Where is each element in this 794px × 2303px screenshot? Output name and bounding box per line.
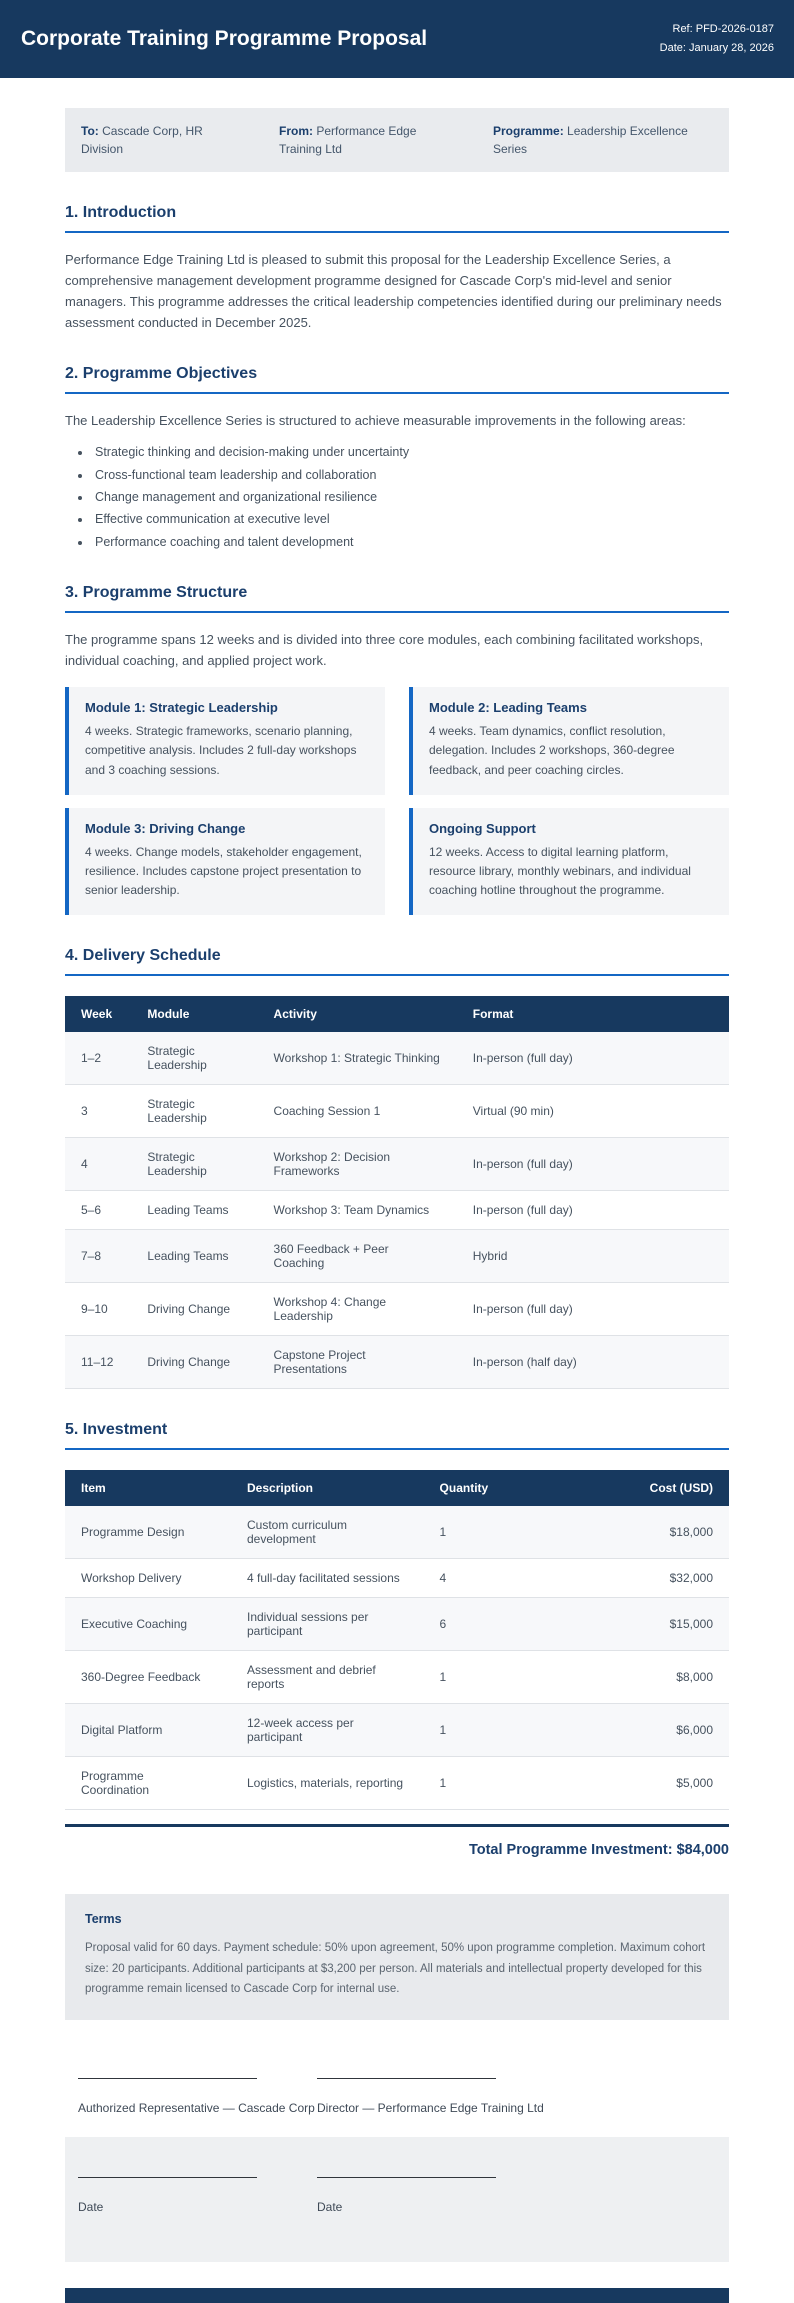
- column-header: Description: [231, 1470, 424, 1506]
- table-row: [65, 1085, 729, 1138]
- to-value: Cascade Corp, HR Division: [81, 124, 203, 156]
- module-description: 12 weeks. Access to digital learning platform, resource library, monthly webinars, and individual coaching hotline throughout the programme.: [429, 844, 691, 898]
- meta-to: [81, 122, 241, 158]
- module-cell: Strategic Leadership: [131, 1032, 257, 1085]
- quantity-cell: 4: [424, 1559, 563, 1598]
- activity-cell: Coaching Session 1: [258, 1085, 457, 1138]
- cost-cell: $32,000: [563, 1559, 729, 1598]
- table-row: [65, 1598, 729, 1651]
- modules-grid: [65, 687, 729, 915]
- objective-item: • Strategic thinking and decision-making under uncertainty: [92, 443, 729, 462]
- terms-box: [65, 1894, 729, 2019]
- programme-label: Programme:: [493, 124, 564, 138]
- cost-cell: $5,000: [563, 1757, 729, 1810]
- schedule-table-head: [65, 996, 729, 1032]
- signature-label: Authorized Representative — Cascade Corp: [78, 2100, 315, 2115]
- description-cell: Logistics, materials, reporting: [231, 1757, 424, 1810]
- module-card: [409, 687, 729, 795]
- module-card: [409, 808, 729, 916]
- section-heading-introduction: 1. Introduction: [65, 204, 729, 233]
- section-heading-investment: 5. Investment: [65, 1421, 729, 1450]
- activity-cell: Workshop 1: Strategic Thinking: [258, 1032, 457, 1085]
- date-line: [78, 2177, 257, 2178]
- description-cell: Individual sessions per participant: [231, 1598, 424, 1651]
- signature-label: Director — Performance Edge Training Ltd: [317, 2100, 544, 2115]
- cost-cell: $18,000: [563, 1506, 729, 1559]
- module-cell: Leading Teams: [131, 1230, 257, 1283]
- column-header: Item: [65, 1470, 231, 1506]
- module-cell: Strategic Leadership: [131, 1085, 257, 1138]
- column-header: Activity: [258, 996, 457, 1032]
- quantity-cell: 1: [424, 1704, 563, 1757]
- table-row: [65, 1704, 729, 1757]
- module-description: 4 weeks. Strategic frameworks, scenario planning, competitive analysis. Includes 2 full-day workshops and 3 coaching sessions.: [85, 724, 357, 777]
- item-cell: Digital Platform: [65, 1704, 231, 1757]
- activity-cell: Workshop 3: Team Dynamics: [258, 1191, 457, 1230]
- section-introduction: [65, 204, 729, 333]
- format-cell: In-person (half day): [457, 1336, 729, 1389]
- objective-item: • Cross-functional team leadership and collaboration: [92, 466, 729, 485]
- module-cell: Driving Change: [131, 1336, 257, 1389]
- week-cell: 3: [65, 1085, 131, 1138]
- section-structure: [65, 584, 729, 915]
- description-cell: 4 full-day facilitated sessions: [231, 1559, 424, 1598]
- quantity-cell: 1: [424, 1506, 563, 1559]
- column-header: Week: [65, 996, 131, 1032]
- signature-line: [78, 2078, 257, 2079]
- module-cell: Strategic Leadership: [131, 1138, 257, 1191]
- page-title: Corporate Training Programme Proposal: [21, 27, 428, 50]
- column-header: Module: [131, 996, 257, 1032]
- week-cell: 4: [65, 1138, 131, 1191]
- introduction-paragraph: Performance Edge Training Ltd is pleased to submit this proposal for the Leadership Excellence Series, a comprehensive management development programme designed for Cascade Corp's mid-level and senior managers. This programme addresses the critical leadership competencies identified during our preliminary needs assessment conducted in December 2025.: [65, 252, 722, 331]
- meta-from: [279, 122, 455, 158]
- item-cell: Programme Design: [65, 1506, 231, 1559]
- objectives-list: [65, 443, 729, 552]
- week-cell: 5–6: [65, 1191, 131, 1230]
- module-description: 4 weeks. Change models, stakeholder engagement, resilience. Includes capstone project presentation to senior leadership.: [85, 844, 362, 898]
- module-title: Module 2: Leading Teams: [429, 700, 587, 716]
- date-column: [317, 2177, 556, 2214]
- format-cell: In-person (full day): [457, 1032, 729, 1085]
- document-date: Date: January 28, 2026: [659, 42, 774, 54]
- section-heading-objectives: 2. Programme Objectives: [65, 365, 729, 394]
- module-cell: Driving Change: [131, 1283, 257, 1336]
- date-line: [317, 2177, 496, 2178]
- date-block: [65, 2137, 729, 2262]
- table-row: [65, 1032, 729, 1085]
- cost-cell: $6,000: [563, 1704, 729, 1757]
- objective-item: • Performance coaching and talent development: [92, 533, 729, 552]
- structure-intro: The programme spans 12 weeks and is divided into three core modules, each combining facilitated workshops, individual coaching, and applied project work.: [65, 632, 704, 669]
- table-row: [65, 1138, 729, 1191]
- signature-line: [317, 2078, 496, 2079]
- cost-cell: $15,000: [563, 1598, 729, 1651]
- from-label: From:: [279, 124, 313, 138]
- terms-heading: Terms: [85, 1912, 122, 1927]
- module-description: 4 weeks. Team dynamics, conflict resolution, delegation. Includes 2 workshops, 360-degree feedback, and peer coaching circles.: [429, 724, 675, 777]
- activity-cell: Workshop 2: Decision Frameworks: [258, 1138, 457, 1191]
- investment-table-body: [65, 1506, 729, 1810]
- table-row: [65, 1506, 729, 1559]
- programme-value: Leadership Excellence Series: [493, 124, 688, 156]
- quantity-cell: 1: [424, 1651, 563, 1704]
- table-row: [65, 1336, 729, 1389]
- to-label: To:: [81, 124, 99, 138]
- table-row: [65, 1191, 729, 1230]
- investment-table: [65, 1470, 729, 1810]
- module-cell: Leading Teams: [131, 1191, 257, 1230]
- week-cell: 11–12: [65, 1336, 131, 1389]
- date-label: Date: [78, 2199, 104, 2214]
- week-cell: 7–8: [65, 1230, 131, 1283]
- format-cell: Hybrid: [457, 1230, 729, 1283]
- activity-cell: Workshop 4: Change Leadership: [258, 1283, 457, 1336]
- column-header: Cost (USD): [563, 1470, 729, 1506]
- reference-number: Ref: PFD-2026-0187: [672, 22, 774, 35]
- section-investment: [65, 1421, 729, 1858]
- activity-cell: Capstone Project Presentations: [258, 1336, 457, 1389]
- quantity-cell: 6: [424, 1598, 563, 1651]
- objective-item: • Effective communication at executive level: [92, 510, 729, 529]
- format-cell: In-person (full day): [457, 1138, 729, 1191]
- cost-cell: $8,000: [563, 1651, 729, 1704]
- terms-text: Proposal valid for 60 days. Payment schedule: 50% upon agreement, 50% upon programme completion. Maximum cohort size: 20 participants. Additional participants at $3,200 per person. All materials and intellectual property developed for this programme remain licensed to Cascade Corp for internal use.: [85, 1942, 706, 1996]
- item-cell: Executive Coaching: [65, 1598, 231, 1651]
- module-title: Ongoing Support: [429, 820, 536, 836]
- schedule-header-row: [65, 996, 729, 1032]
- schedule-table-body: [65, 1032, 729, 1389]
- total-divider: [65, 1824, 729, 1827]
- item-cell: Programme Coordination: [65, 1757, 231, 1810]
- description-cell: Custom curriculum development: [231, 1506, 424, 1559]
- column-header: Format: [457, 996, 729, 1032]
- section-objectives: [65, 365, 729, 552]
- signature-column: [78, 2078, 317, 2115]
- format-cell: In-person (full day): [457, 1191, 729, 1230]
- section-schedule: [65, 947, 729, 1389]
- investment-header-row: [65, 1470, 729, 1506]
- page-header: [0, 0, 794, 78]
- meta-programme: [493, 122, 713, 158]
- section-heading-schedule: 4. Delivery Schedule: [65, 947, 729, 976]
- description-cell: Assessment and debrief reports: [231, 1651, 424, 1704]
- format-cell: Virtual (90 min): [457, 1085, 729, 1138]
- table-row: [65, 1651, 729, 1704]
- column-header: Quantity: [424, 1470, 563, 1506]
- footer-bar: [65, 2288, 729, 2303]
- module-title: Module 3: Driving Change: [85, 820, 246, 836]
- objective-item: • Change management and organizational resilience: [92, 488, 729, 507]
- description-cell: 12-week access per participant: [231, 1704, 424, 1757]
- header-meta: [660, 20, 774, 59]
- week-cell: 1–2: [65, 1032, 131, 1085]
- signature-column: [317, 2078, 556, 2115]
- module-card: [65, 808, 385, 916]
- investment-table-head: [65, 1470, 729, 1506]
- week-cell: 9–10: [65, 1283, 131, 1336]
- table-row: [65, 1757, 729, 1810]
- item-cell: 360-Degree Feedback: [65, 1651, 231, 1704]
- objectives-intro: The Leadership Excellence Series is structured to achieve measurable improvements in the following areas:: [65, 413, 686, 429]
- date-column: [78, 2177, 317, 2214]
- from-value: Performance Edge Training Ltd: [279, 124, 417, 156]
- meta-bar: [65, 108, 729, 172]
- item-cell: Workshop Delivery: [65, 1559, 231, 1598]
- date-label: Date: [317, 2199, 343, 2214]
- table-row: [65, 1283, 729, 1336]
- activity-cell: 360 Feedback + Peer Coaching: [258, 1230, 457, 1283]
- format-cell: In-person (full day): [457, 1283, 729, 1336]
- total-investment: Total Programme Investment: $84,000: [468, 1842, 729, 1859]
- module-card: [65, 687, 385, 795]
- delivery-schedule-table: [65, 996, 729, 1389]
- signature-block: [65, 2078, 729, 2115]
- table-row: [65, 1559, 729, 1598]
- table-row: [65, 1230, 729, 1283]
- module-title: Module 1: Strategic Leadership: [85, 700, 278, 716]
- quantity-cell: 1: [424, 1757, 563, 1810]
- document-body: [65, 108, 729, 2303]
- section-heading-structure: 3. Programme Structure: [65, 584, 729, 613]
